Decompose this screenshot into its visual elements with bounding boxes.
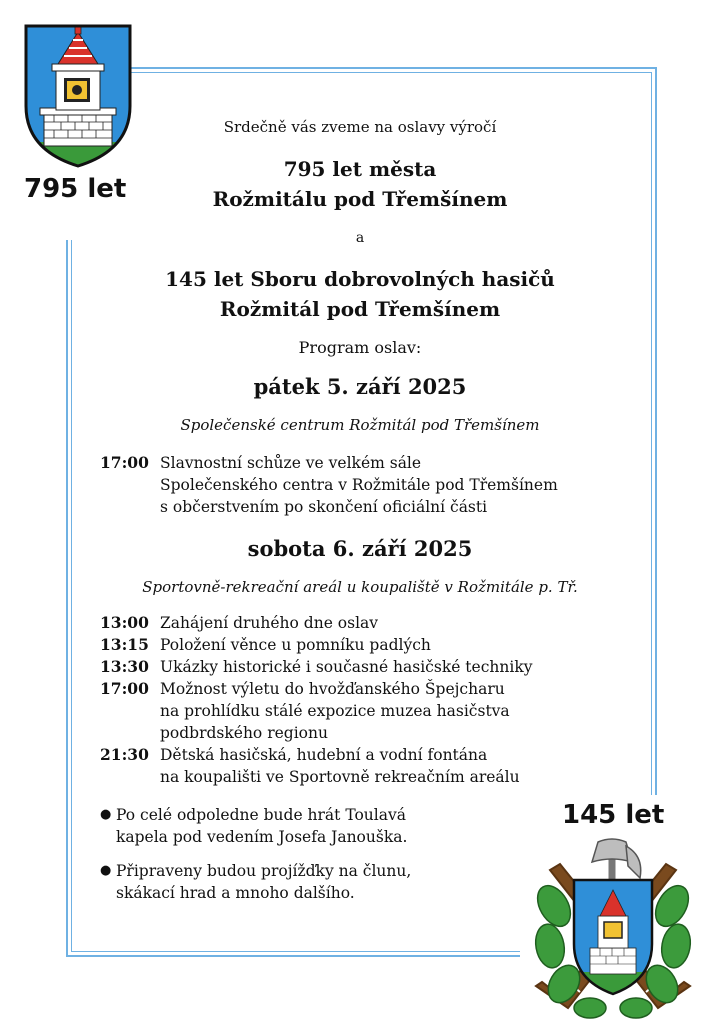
event-description: Zahájení druhého dne oslav — [160, 614, 379, 632]
day2-venue: Sportovně-rekreační areál u koupaliště v Rožmitále p. Tř. — [142, 578, 578, 596]
event-description: Položení věnce u pomníku padlých — [160, 636, 431, 654]
event-time: 17:00 — [100, 679, 149, 698]
day1-venue: Společenské centrum Rožmitál pod Třemšínem — [180, 416, 540, 434]
event-time: 13:00 — [100, 613, 149, 632]
town-anniversary-label: 795 let — [24, 174, 127, 204]
title-town-line2: Rožmitálu pod Třemšínem — [212, 187, 508, 211]
title-firemen-line1: 145 let Sboru dobrovolných hasičů — [165, 267, 555, 291]
event-time: 17:00 — [100, 453, 149, 472]
event-time: 13:15 — [100, 635, 149, 654]
event-description: Možnost výletu do hvožďanského Špejcharu na prohlídku stálé expozice muzea hasičstva podbrdského regionu — [160, 680, 510, 742]
bullet-icon: ● — [100, 863, 112, 878]
event-description: Slavnostní schůze ve velkém sále Společenského centra v Rožmitále pod Třemšínem s občerstvením po skončení oficiální části — [160, 454, 558, 516]
event-time: 13:30 — [100, 657, 149, 676]
day1-date: pátek 5. září 2025 — [253, 374, 467, 399]
event-time: 21:30 — [100, 745, 149, 764]
schedule-row — [100, 656, 532, 678]
note-text: Po celé odpoledne bude hrát Toulavá kapela pod vedením Josefa Janouška. — [116, 806, 408, 846]
day1-schedule — [100, 452, 558, 518]
town-crest-icon — [22, 22, 134, 170]
title-town-line1: 795 let města — [283, 157, 437, 181]
note-item — [100, 860, 411, 904]
bullet-icon: ● — [100, 807, 112, 822]
schedule-row — [100, 744, 532, 788]
day2-schedule — [100, 612, 532, 788]
schedule-row — [100, 452, 558, 518]
conjunction-text: a — [355, 230, 365, 246]
firemen-crest-icon — [528, 836, 698, 1022]
invitation-text: Srdečně vás zveme na oslavy výročí — [223, 118, 497, 136]
note-text: Připraveny budou projížďky na člunu, skákací hrad a mnoho dalšího. — [116, 862, 412, 902]
firemen-anniversary-label: 145 let — [562, 800, 665, 830]
program-label: Program oslav: — [298, 338, 422, 357]
note-item — [100, 804, 411, 848]
schedule-row — [100, 634, 532, 656]
title-firemen-line2: Rožmitál pod Třemšínem — [219, 297, 501, 321]
schedule-row — [100, 678, 532, 744]
event-description: Ukázky historické i současné hasičské techniky — [160, 658, 533, 676]
schedule-row — [100, 612, 532, 634]
day2-date: sobota 6. září 2025 — [247, 536, 473, 561]
notes-list — [100, 804, 411, 916]
event-description: Dětská hasičská, hudební a vodní fontána na koupališti ve Sportovně rekreačním areálu — [160, 746, 520, 786]
